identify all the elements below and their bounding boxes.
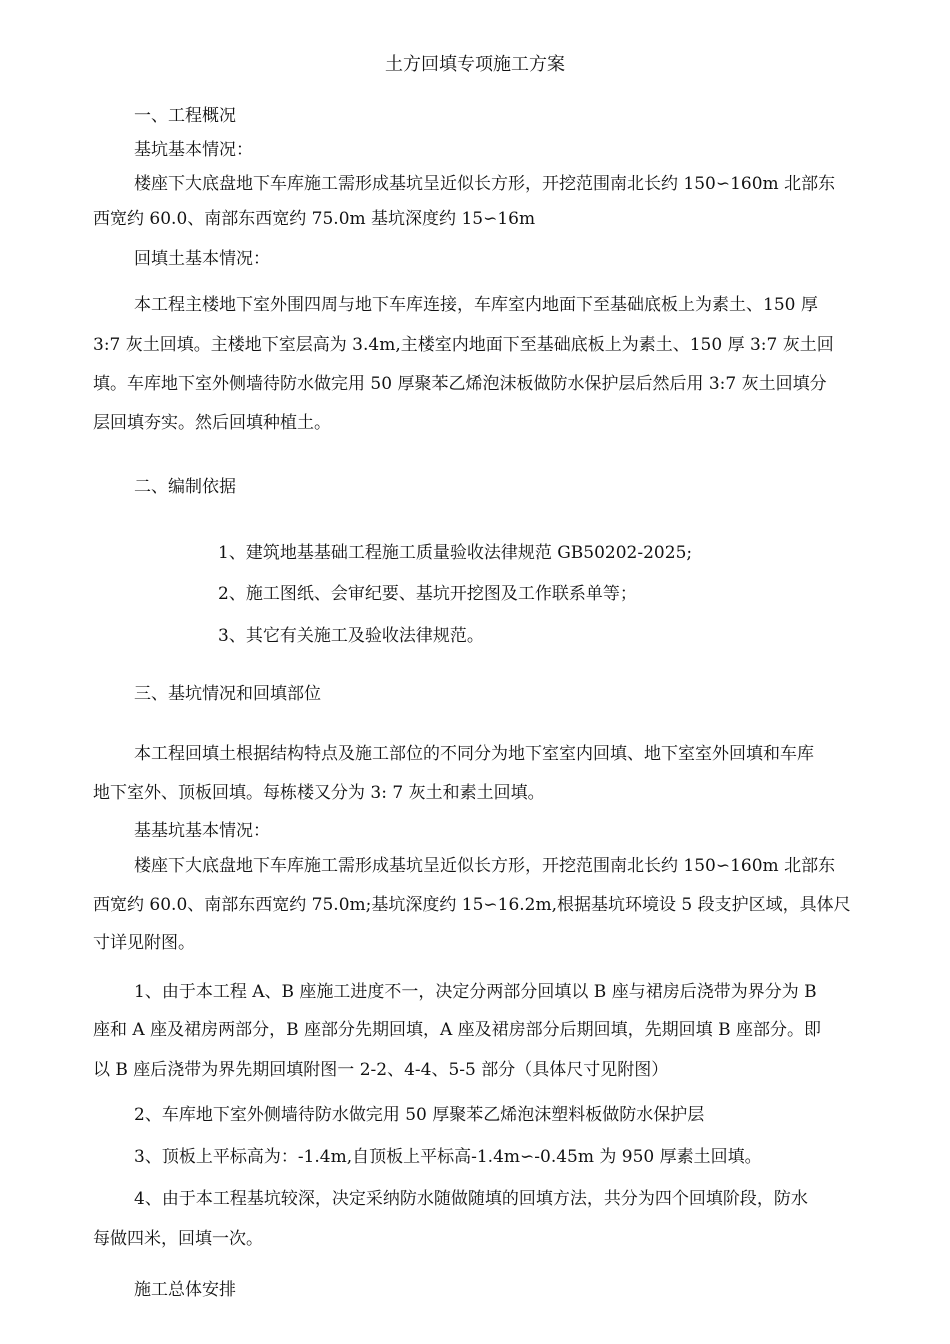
paragraph-line: 填。车库地下室外侧墙待防水做完用 50 厚聚苯乙烯泡沫板做防水保护层后然后用 3:7 灰土回填分 (93, 374, 827, 394)
paragraph-line: 3、顶板上平标高为：-1.4m,自顶板上平标高-1.4m∽-0.45m 为 950 厚素土回填。 (134, 1147, 762, 1167)
paragraph-line: 1、由于本工程 A、B 座施工进度不一，决定分两部分回填以 B 座与裙房后浇带为界分为 B (134, 982, 817, 1002)
section-2-heading: 二、编制依据 (134, 477, 236, 497)
section-3-heading: 三、基坑情况和回填部位 (134, 684, 321, 704)
paragraph-line: 3:7 灰土回填。主楼地下室层高为 3.4m,主楼室内地面下至基础底板上为素土、150 厚 3:7 灰土回 (93, 335, 834, 355)
section-1-heading: 一、工程概况 (134, 106, 236, 126)
paragraph-line: 楼座下大底盘地下车库施工需形成基坑呈近似长方形，开挖范围南北长约 150∽160m 北部东 (134, 856, 836, 876)
paragraph-line: 4、由于本工程基坑较深，决定采纳防水随做随填的回填方法，共分为四个回填阶段，防水 (134, 1189, 808, 1209)
paragraph-line: 地下室外、顶板回填。每栋楼又分为 3: 7 灰土和素土回填。 (93, 783, 545, 803)
paragraph-line: 西宽约 60.0、南部东西宽约 75.0m 基坑深度约 15∽16m (93, 209, 536, 229)
paragraph-line: 寸详见附图。 (93, 933, 195, 953)
pit-label: 基坑基本情况： (134, 140, 253, 160)
paragraph-line: 本工程主楼地下室外围四周与地下车库连接，车库室内地面下至基础底板上为素土、150 厚 (134, 295, 818, 315)
paragraph-line: 以 B 座后浇带为界先期回填附图一 2-2、4-4、5-5 部分（具体尺寸见附图） (93, 1060, 669, 1080)
paragraph-line: 本工程回填土根据结构特点及施工部位的不同分为地下室室内回填、地下室室外回填和车库 (134, 744, 814, 764)
pit-label: 基基坑基本情况： (134, 821, 270, 841)
paragraph-line: 层回填夯实。然后回填种植土。 (93, 413, 331, 433)
list-item: 1、建筑地基基础工程施工质量验收法律规范 GB50202-2025; (218, 543, 693, 563)
list-item: 2、施工图纸、会审纪要、基坑开挖图及工作联系单等； (218, 584, 637, 604)
paragraph-line: 2、车库地下室外侧墙待防水做完用 50 厚聚苯乙烯泡沫塑料板做防水保护层 (134, 1105, 705, 1125)
document-title: 土方回填专项施工方案 (385, 54, 565, 75)
paragraph-line: 西宽约 60.0、南部东西宽约 75.0m;基坑深度约 15∽16.2m,根据基坑环境设 5 段支护区域，具体尺 (93, 895, 851, 915)
list-item: 3、其它有关施工及验收法律规范。 (218, 626, 484, 646)
paragraph-line: 每做四米，回填一次。 (93, 1229, 263, 1249)
fill-label: 回填土基本情况： (134, 249, 270, 269)
paragraph-line: 座和 A 座及裙房两部分，B 座部分先期回填，A 座及裙房部分后期回填，先期回填 B 座部分。即 (93, 1020, 821, 1040)
paragraph-line: 楼座下大底盘地下车库施工需形成基坑呈近似长方形，开挖范围南北长约 150∽160m 北部东 (134, 174, 836, 194)
section-4-heading: 施工总体安排 (134, 1280, 236, 1300)
